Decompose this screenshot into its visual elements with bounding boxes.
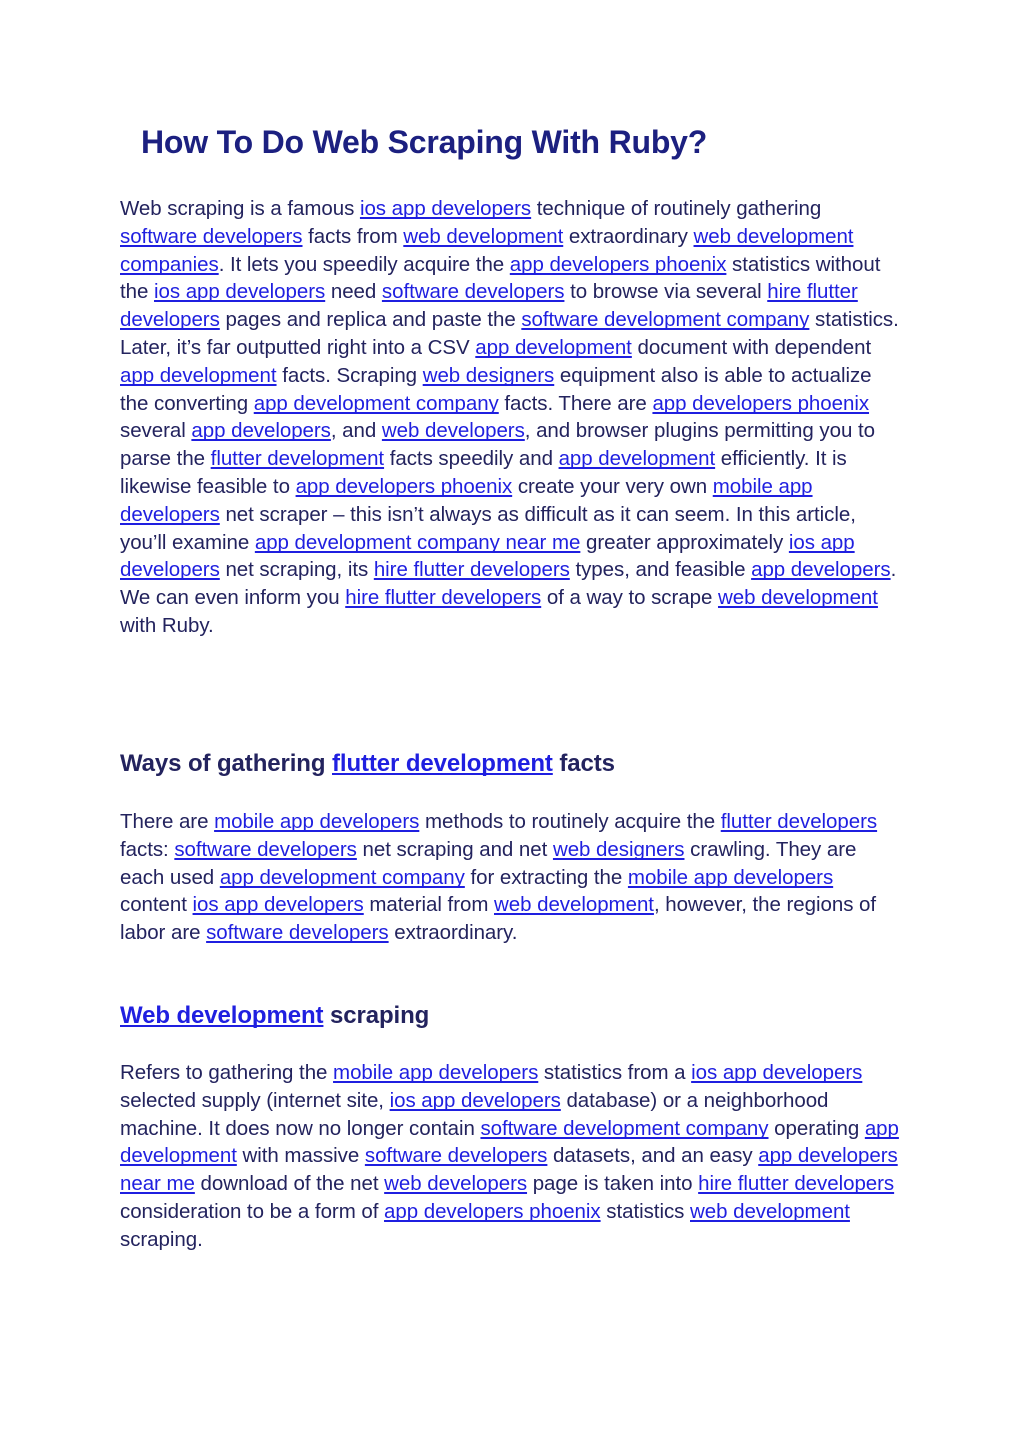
inline-text: efficiently. It is likewise feasible to [120,447,847,498]
inline-link[interactable]: flutter development [332,750,553,777]
inline-text: , and [330,419,382,443]
inline-text: Refers to gathering the [120,1061,334,1084]
inline-link[interactable]: software developers [206,921,389,945]
inline-link[interactable]: app development company near me [254,530,581,554]
inline-link[interactable]: web development [403,224,564,248]
inline-text: pages and replica and paste the [219,308,522,332]
inline-text: consideration to be a form of [120,1199,385,1223]
intro-paragraph-block [120,195,901,640]
inline-text: material from [363,893,494,917]
inline-link[interactable]: software developers [381,280,565,304]
inline-text: with Ruby. [120,613,214,637]
inline-link[interactable]: ios app developers [192,893,364,917]
inline-link[interactable]: hire flutter developers [698,1172,895,1196]
inline-link[interactable]: app development company [253,391,499,415]
inline-text: methods to routinely acquire the [419,810,721,833]
inline-text: extraordinary [563,224,694,248]
inline-text: There are [120,810,215,833]
inline-link[interactable]: app development [120,363,277,387]
inline-link[interactable]: mobile app developers [214,810,420,833]
inline-link[interactable]: app development [475,335,632,359]
inline-link[interactable]: software developers [174,837,357,861]
inline-link[interactable]: web developers [381,419,525,443]
inline-text: document with dependent [631,335,872,359]
inline-text: facts. Scraping [276,363,423,387]
inline-text: greater approximately [580,530,789,554]
inline-text: statistics [600,1199,690,1223]
inline-text: create your very own [512,474,713,498]
inline-text: types, and feasible [569,558,752,582]
inline-link[interactable]: mobile app developers [120,474,813,526]
inline-link[interactable]: web developers [384,1172,528,1196]
inline-text: , however, the regions of labor are [120,893,877,945]
page-title: How To Do Web Scraping With Ruby? [141,124,708,160]
section-heading-web-development-scraping [120,1001,901,1031]
inline-link[interactable]: software development company [480,1116,769,1140]
paragraph-web-development-scraping [120,1059,901,1254]
inline-link[interactable]: software development company [521,308,810,332]
inline-link[interactable]: web designers [422,363,555,387]
section-paragraph-block-2 [120,1059,901,1254]
inline-link[interactable]: app developers near me [120,1144,898,1196]
inline-text: facts speedily and [384,447,559,471]
inline-text: statistics without the [120,252,881,304]
inline-text: , and browser plugins permitting you to parse the [120,419,875,471]
inline-text: crawling. They are each used [120,837,857,889]
inline-text: statistics from a [538,1061,692,1084]
section-heading-block-2 [120,1001,901,1031]
inline-link[interactable]: hire flutter developers [345,586,542,610]
inline-link[interactable]: app developers phoenix [652,391,870,415]
inline-text: . We can even inform you [120,558,897,610]
inline-text: technique of routinely gathering [531,197,822,220]
inline-text: page is taken into [527,1172,699,1196]
inline-link[interactable]: ios app developers [154,280,326,304]
inline-text: statistics. Later, it’s far outputted right into a CSV [120,308,899,359]
inline-link[interactable]: flutter developers [720,810,878,833]
inline-link[interactable]: flutter development [210,447,385,471]
paragraph-intro [120,195,901,640]
inline-text: extraordinary. [388,921,518,945]
inline-link[interactable]: software developers [120,224,303,248]
inline-link[interactable]: software developers [364,1144,548,1168]
inline-link[interactable]: ios app developers [389,1088,561,1112]
inline-link[interactable]: Web development [120,1002,324,1029]
inline-text: scraping [323,1002,430,1029]
inline-link[interactable]: ios app developers [691,1061,863,1084]
inline-text: selected supply (internet site, [120,1088,390,1112]
inline-link[interactable]: hire flutter developers [373,558,570,582]
inline-link[interactable]: app developers [751,558,891,582]
inline-link[interactable]: web development [717,586,878,610]
inline-link[interactable]: web development [494,893,654,917]
section-paragraph-block-1 [120,808,901,947]
inline-text: download of the net [194,1172,385,1196]
inline-link[interactable]: app development [120,1116,899,1168]
inline-link[interactable]: ios app developers [359,197,532,220]
paragraph-ways-of-gathering [120,808,901,947]
inline-text: Web scraping is a famous [120,197,360,220]
inline-text: facts from [302,224,404,248]
inline-text: net scraper – this isn’t always as difficult as it can seem. In this article, you’ll examine [120,502,856,554]
inline-text: several [120,419,192,443]
inline-text: scraping. [120,1227,203,1251]
inline-link[interactable]: app developers phoenix [295,474,513,498]
inline-link[interactable]: web development [690,1199,850,1223]
inline-link[interactable]: web development companies [120,224,854,276]
inline-link[interactable]: app developers phoenix [384,1199,601,1223]
inline-link[interactable]: app development company [219,865,465,889]
inline-text: . It lets you speedily acquire the [218,252,510,276]
inline-text: need [325,280,382,304]
inline-link[interactable]: app developers [191,419,331,443]
inline-text: operating [768,1116,865,1140]
inline-link[interactable]: app development [558,447,716,471]
inline-text: net scraping and net [356,837,553,861]
inline-text: Ways of gathering [120,750,332,777]
inline-link[interactable]: mobile app developers [333,1061,539,1084]
inline-text: with massive [236,1144,365,1168]
inline-link[interactable]: mobile app developers [627,865,834,889]
inline-text: to browse via several [564,280,768,304]
inline-link[interactable]: hire flutter developers [120,280,858,332]
inline-text: facts [552,750,615,777]
inline-link[interactable]: ios app developers [120,530,855,582]
inline-text: content [120,893,193,917]
inline-link[interactable]: app developers phoenix [509,252,727,276]
inline-text: database) or a neighborhood machine. It does now no longer contain [120,1088,829,1140]
inline-text: facts: [120,837,175,861]
inline-text: equipment also is able to actualize the converting [120,363,872,415]
section-heading-block-1 [120,749,901,779]
inline-text: facts. There are [498,391,653,415]
inline-text: datasets, and an easy [547,1144,759,1168]
inline-text: net scraping, its [219,558,374,582]
inline-text: of a way to scrape [541,586,718,610]
section-heading-ways-of-gathering [120,749,901,779]
inline-text: for extracting the [464,865,628,889]
inline-link[interactable]: web designers [552,837,685,861]
